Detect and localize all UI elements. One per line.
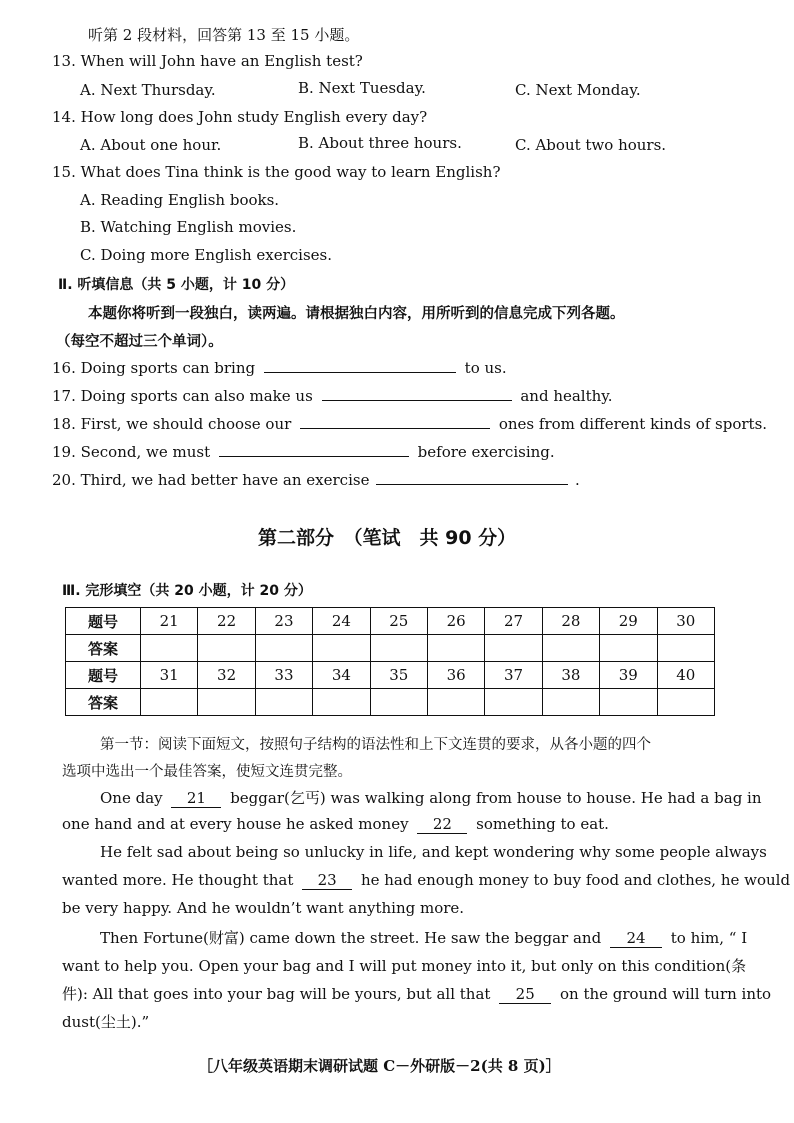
question-number-cell: 25 [370,608,427,635]
question-number-cell: 39 [600,662,657,689]
answer-blank-19[interactable] [219,442,409,457]
section-2-instruction-2: （每空不超过三个单词）。 [56,334,223,350]
q15-option-a: A. Reading English books. [80,191,280,209]
section-2-instruction-1: 本题你将听到一段独白，读两遍。请根据独白内容，用所听到的信息完成下列各题。 [88,306,625,322]
question-number-cell: 24 [313,608,370,635]
answer-grid-number-row-1 [66,608,715,635]
answer-cell[interactable] [141,635,198,662]
q15-option-c: C. Doing more English exercises. [80,246,332,264]
q13-option-c: C. Next Monday. [515,81,641,99]
row-label-answer: 答案 [66,689,141,716]
answer-blank-20[interactable] [376,470,568,485]
answer-grid-number-row-2 [66,662,715,689]
answer-cell[interactable] [657,635,714,662]
question-number-cell: 26 [427,608,484,635]
page-footer: ［八年级英语期末调研试题 C－外研版－2(共 8 页)］ [198,1057,561,1075]
passage-line-5: be very happy. And he wouldn’t want anything more. [62,899,465,917]
question-15-stem: 15. What does Tina think is the good way to learn English? [52,163,501,181]
question-number-cell: 33 [255,662,312,689]
question-number-cell: 40 [657,662,714,689]
passage-line-8: 件): All that goes into your bag will be yours, but all that 25 on the ground will turn into [62,985,772,1003]
cloze-blank-23[interactable]: 23 [302,871,352,890]
answer-grid [65,607,715,716]
answer-cell[interactable] [542,635,599,662]
answer-cell[interactable] [427,635,484,662]
answer-cell[interactable] [313,689,370,716]
answer-cell[interactable] [370,635,427,662]
answer-cell[interactable] [657,689,714,716]
answer-cell[interactable] [255,689,312,716]
question-number-cell: 22 [198,608,255,635]
passage-line-7: want to help you. Open your bag and I will put money into it, but only on this condition(条 [62,957,747,975]
answer-cell[interactable] [198,689,255,716]
question-number-cell: 29 [600,608,657,635]
section-2-title: Ⅱ. 听填信息（共 5 小题，计 10 分） [58,277,295,293]
listening-intro: 听第 2 段材料，回答第 13 至 15 小题。 [88,26,360,44]
answer-cell[interactable] [485,635,542,662]
answer-cell[interactable] [313,635,370,662]
question-13-stem: 13. When will John have an English test? [52,52,363,70]
question-14-stem: 14. How long does John study English every day? [52,108,428,126]
answer-cell[interactable] [542,689,599,716]
answer-cell[interactable] [600,635,657,662]
cloze-blank-22[interactable]: 22 [417,815,467,834]
answer-grid-answer-row-1 [66,635,715,662]
q13-option-b: B. Next Tuesday. [298,79,426,97]
passage-line-3: He felt sad about being so unlucky in life, and kept wondering why some people always [100,843,767,861]
passage-line-9: dust(尘土).” [62,1013,150,1031]
answer-grid-answer-row-2 [66,689,715,716]
sub-instruction-2: 选项中选出一个最佳答案，使短文连贯完整。 [62,764,352,780]
section-3-title: Ⅲ. 完形填空（共 20 小题，计 20 分） [62,583,312,599]
answer-blank-16[interactable] [264,358,456,373]
row-label-answer: 答案 [66,635,141,662]
q14-option-b: B. About three hours. [298,134,462,152]
q13-option-a: A. Next Thursday. [80,81,216,99]
answer-cell[interactable] [141,689,198,716]
answer-cell[interactable] [485,689,542,716]
answer-blank-17[interactable] [322,386,512,401]
q14-option-c: C. About two hours. [515,136,667,154]
item-17: 17. Doing sports can also make us and healthy. [52,387,613,405]
item-20: 20. Third, we had better have an exercise . [52,471,580,489]
answer-cell[interactable] [427,689,484,716]
question-number-cell: 21 [141,608,198,635]
question-number-cell: 28 [542,608,599,635]
answer-cell[interactable] [198,635,255,662]
question-number-cell: 34 [313,662,370,689]
q14-option-a: A. About one hour. [80,136,222,154]
question-number-cell: 27 [485,608,542,635]
cloze-blank-24[interactable]: 24 [610,929,662,948]
q15-option-b: B. Watching English movies. [80,218,297,236]
question-number-cell: 30 [657,608,714,635]
cloze-blank-25[interactable]: 25 [499,985,551,1004]
question-number-cell: 32 [198,662,255,689]
answer-cell[interactable] [370,689,427,716]
question-number-cell: 38 [542,662,599,689]
question-number-cell: 36 [427,662,484,689]
item-18: 18. First, we should choose our ones from different kinds of sports. [52,415,768,433]
passage-line-2: one hand and at every house he asked money 22 something to eat. [62,815,609,833]
sub-instruction-1: 第一节：阅读下面短文，按照句子结构的语法性和上下文连贯的要求，从各小题的四个 [100,737,651,753]
row-label-number: 题号 [66,662,141,689]
row-label-number: 题号 [66,608,141,635]
answer-blank-18[interactable] [300,414,490,429]
question-number-cell: 31 [141,662,198,689]
question-number-cell: 37 [485,662,542,689]
part-2-title: 第二部分 （笔试 共 90 分） [258,527,517,549]
passage-line-1: One day 21 beggar(乞丐) was walking along from house to house. He had a bag in [100,789,762,807]
cloze-blank-21[interactable]: 21 [171,789,221,808]
passage-line-6: Then Fortune(财富) came down the street. He saw the beggar and 24 to him, “ I [100,929,748,947]
item-16: 16. Doing sports can bring to us. [52,359,507,377]
answer-cell[interactable] [255,635,312,662]
question-number-cell: 35 [370,662,427,689]
question-number-cell: 23 [255,608,312,635]
answer-cell[interactable] [600,689,657,716]
item-19: 19. Second, we must before exercising. [52,443,555,461]
passage-line-4: wanted more. He thought that 23 he had enough money to buy food and clothes, he would [62,871,791,889]
